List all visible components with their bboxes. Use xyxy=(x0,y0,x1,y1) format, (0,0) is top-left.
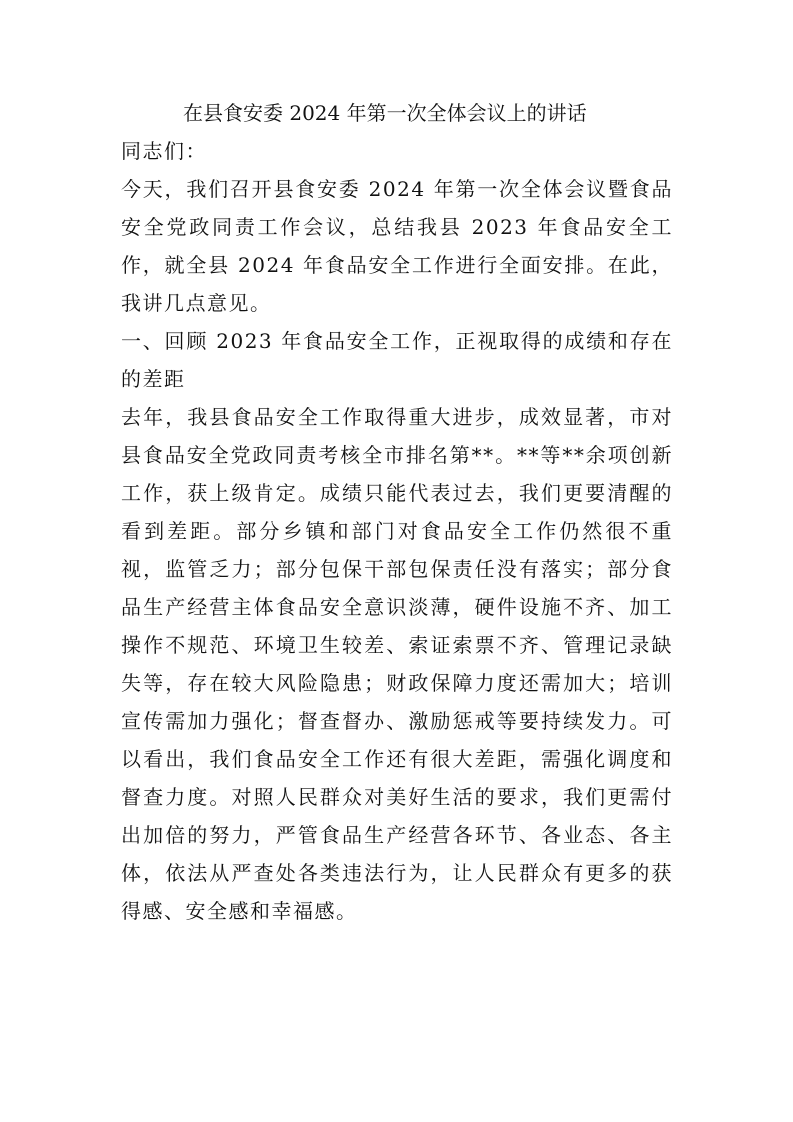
salutation: 同志们： xyxy=(121,139,207,163)
paragraph-intro: 今天，我们召开县食安委 2024 年第一次全体会议暨食品安全党政同责工作会议，总结我县 2023 年食品安全工作，就全县 2024 年食品安全工作进行全面安排。在此，我讲几点意见。 xyxy=(121,177,673,315)
section-heading-1: 一、回顾 2023 年食品安全工作，正视取得的成绩和存在的差距 xyxy=(121,329,673,391)
document-body xyxy=(121,94,673,930)
document-title: 在县食安委 2024 年第一次全体会议上的讲话 xyxy=(183,101,587,125)
paragraph-review: 去年，我县食品安全工作取得重大进步，成效显著，市对县食品安全党政同责考核全市排名第**。**等**余项创新工作，获上级肯定。成绩只能代表过去，我们更要清醒的看到差距。部分乡镇和部门对食品安全工作仍然很不重视，监管乏力；部分包保干部包保责任没有落实；部分食品生产经营主体食品安全意识淡薄，硬件设施不齐、加工操作不规范、环境卫生较差、索证索票不齐、管理记录缺失等，存在较大风险隐患；财政保障力度还需加大；培训宣传需加力强化；督查督办、激励惩戒等要持续发力。可以看出，我们食品安全工作还有很大差距，需强化调度和督查力度。对照人民群众对美好生活的要求，我们更需付出加倍的努力，严管食品生产经营各环节、各业态、各主体，依法从严查处各类违法行为，让人民群众有更多的获得感、安全感和幸福感。 xyxy=(121,405,673,923)
